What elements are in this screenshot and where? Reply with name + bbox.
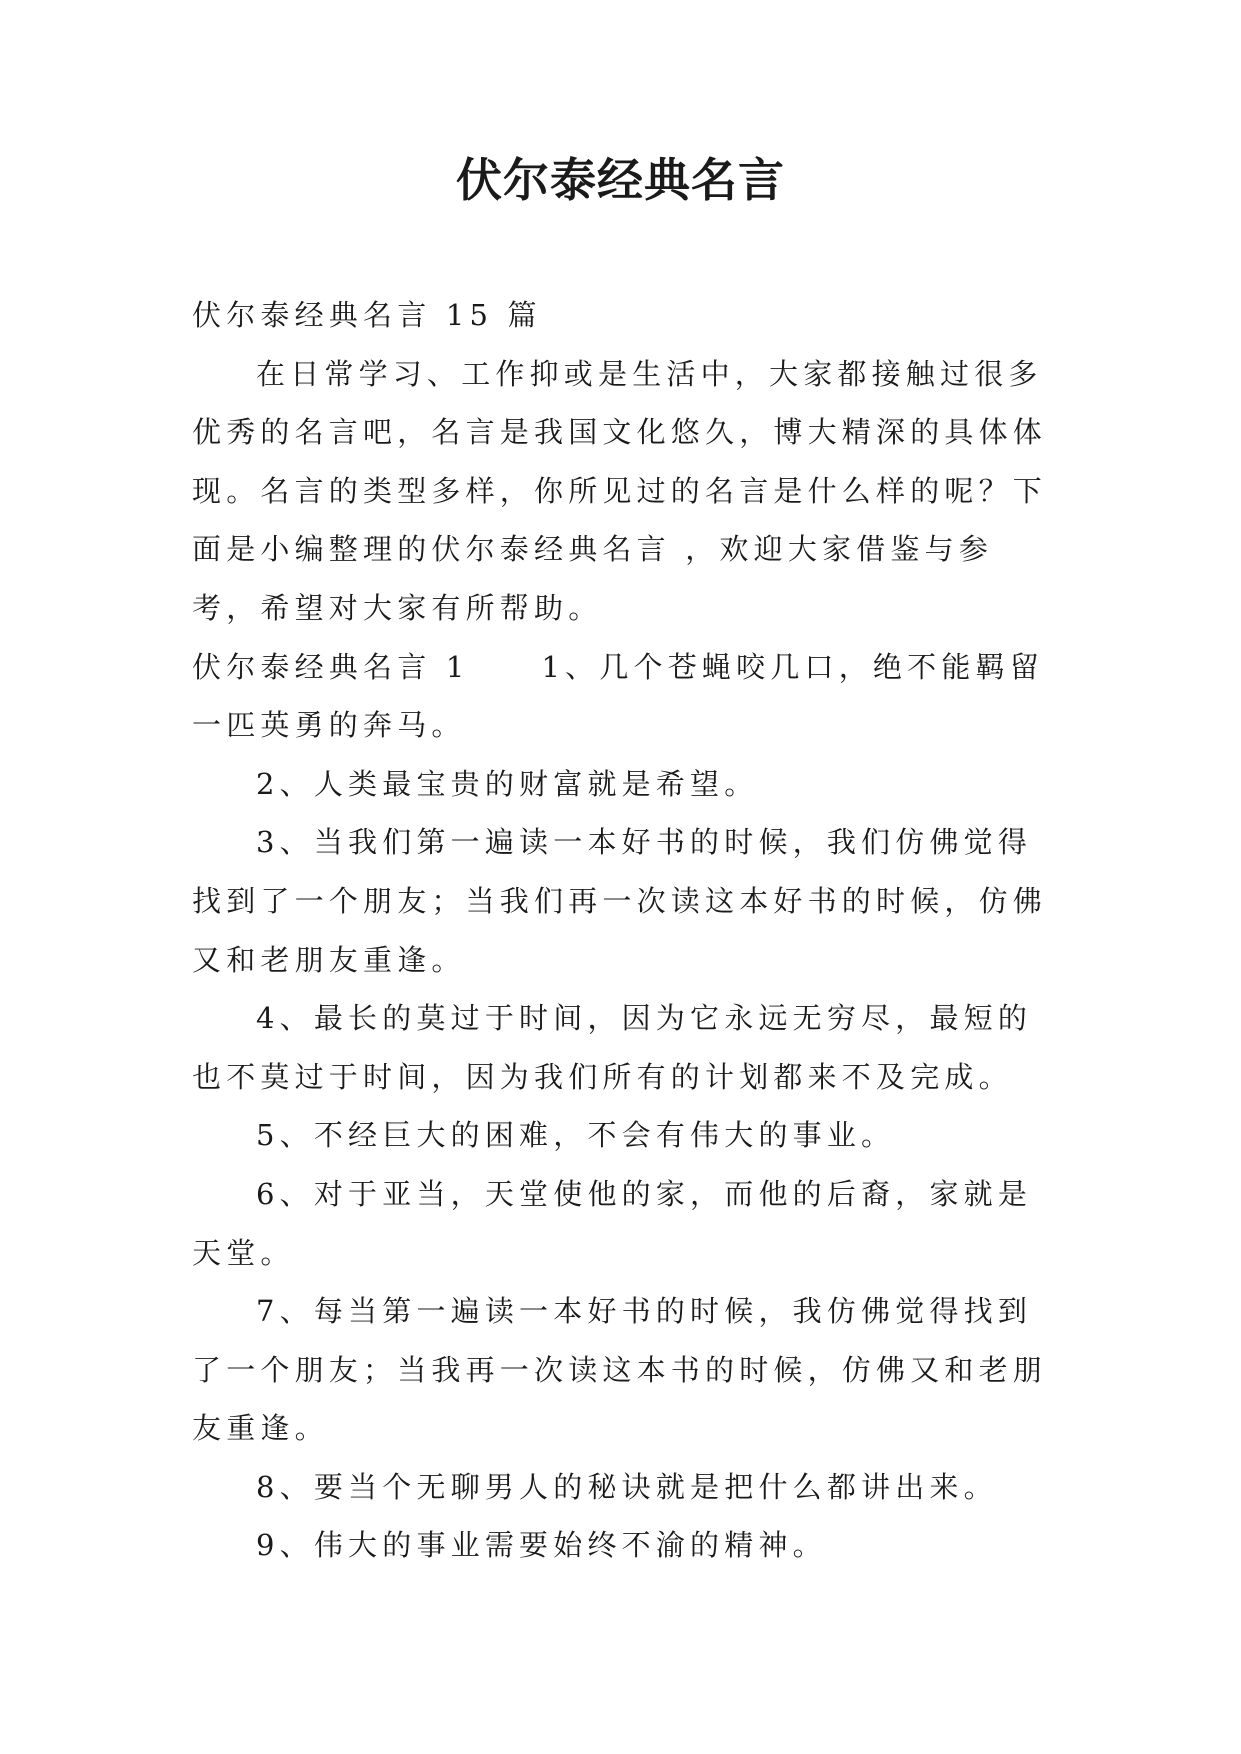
quote-item: 9、伟大的事业需要始终不渝的精神。 [256,1528,827,1563]
intro-paragraph: 在日常学习、工作抑或是生活中，大家都接触过很多优秀的名言吧，名言是我国文化悠久，博大精深的具体体现。名言的类型多样，你所见过的名言是什么样的呢？下面是小编整理的伏尔泰经典名言 ，欢迎大家借鉴与参考，希望对大家有所帮助。 [192,356,1048,625]
quote-item: 6、对于亚当，天堂使他的家，而他的后裔，家就是天堂。 [192,1176,1033,1270]
quote-item: 7、每当第一遍读一本好书的时候，我仿佛觉得找到了一个朋友；当我再一次读这本书的时候，仿佛又和老朋友重逢。 [192,1294,1048,1446]
document-title: 伏尔泰经典名言 [456,153,785,207]
quote-item-1: 1、几个苍蝇咬几口，绝不能羁留一匹英勇的奔马。 [192,649,1044,743]
quote-item: 2、人类最宝贵的财富就是希望。 [256,766,759,801]
document-body [192,286,1058,1575]
quote-item: 5、不经巨大的困难，不会有伟大的事业。 [256,1118,896,1153]
document-subtitle: 伏尔泰经典名言 15 篇 [192,298,542,332]
quote-item: 8、要当个无聊男人的秘诀就是把什么都讲出来。 [256,1469,998,1504]
section-first-line [192,638,1058,755]
section-heading: 伏尔泰经典名言 1 [192,649,470,684]
quote-item: 4、最长的莫过于时间，因为它永远无穷尽，最短的也不莫过于时间，因为我们所有的计划都来不及完成。 [192,1001,1033,1094]
quote-item: 3、当我们第一遍读一本好书的时候，我们仿佛觉得找到了一个朋友；当我们再一次读这本好书的时候，仿佛又和老朋友重逢。 [192,825,1048,977]
